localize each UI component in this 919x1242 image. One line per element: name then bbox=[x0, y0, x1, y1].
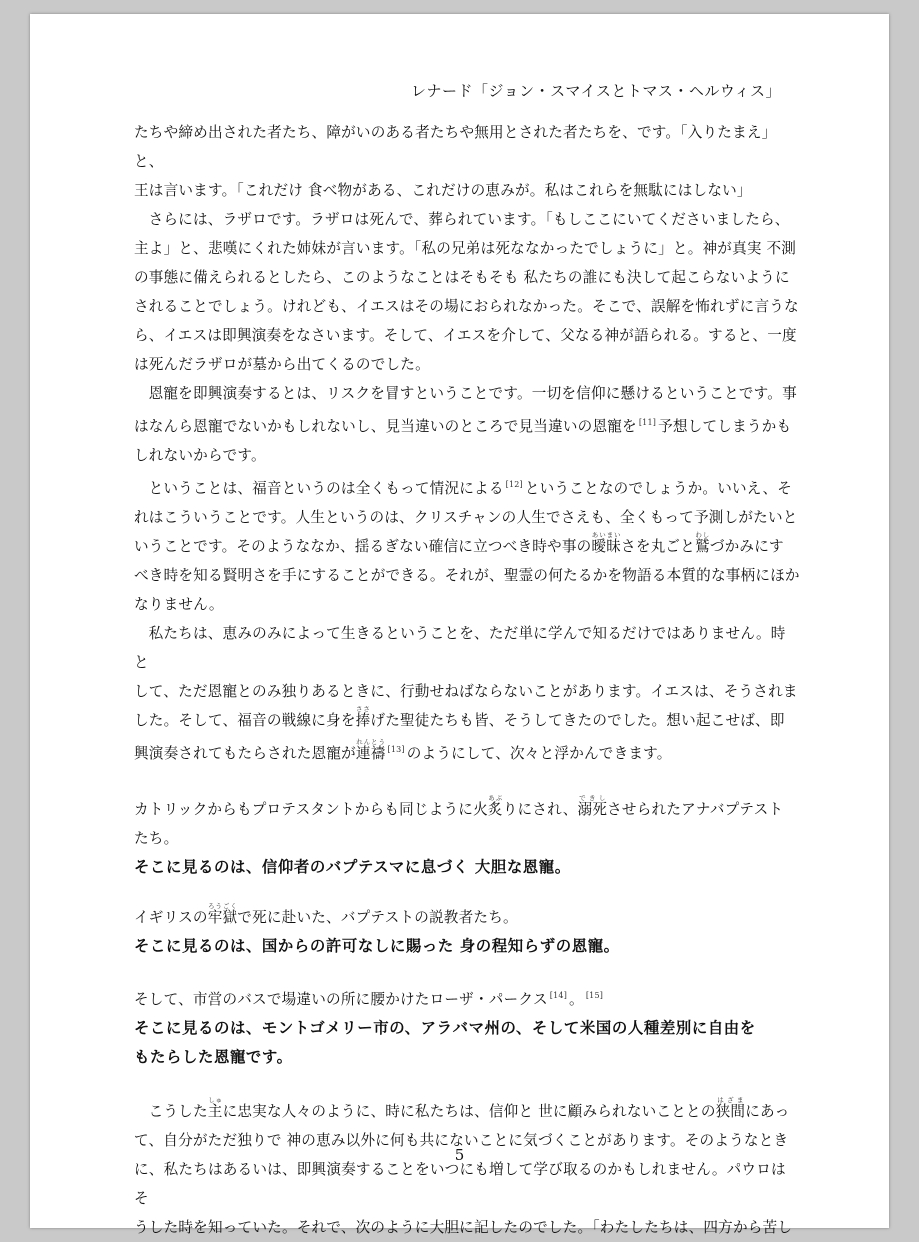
text-line: ということは、福音というのは全くもって情況による bbox=[148, 480, 504, 497]
page-number: 5 bbox=[454, 1146, 465, 1164]
body-text bbox=[134, 118, 800, 1242]
ruby-word: 捧ささ bbox=[355, 705, 371, 729]
text-line: の事態に備えられるとしたら、このようなことはそもそも 私たちの誰にも決して起こらないように bbox=[134, 269, 790, 286]
footnote-ref[interactable]: [11] bbox=[638, 418, 657, 427]
text-line: て、自分がただ独りで 神の恵み以外に何も共にないことに気づくことがあります。そのようなとき bbox=[134, 1132, 789, 1149]
ruby-word: 連禱れんとう bbox=[355, 738, 386, 762]
paragraph bbox=[134, 470, 800, 619]
text-line: 恩寵を即興演奏するとは、リスクを冒すということです。一切を信仰に懸けるということです。事 bbox=[148, 385, 797, 402]
text-line: 私たちは、恵みのみによって生きるということを、ただ単に学んで知るだけではありません。時と bbox=[134, 625, 786, 671]
text-line: なりません。 bbox=[134, 596, 224, 613]
text-line: ら、イエスは即興演奏をなさいます。そして、イエスを介して、父なる神が語られる。すると、一度 bbox=[134, 327, 797, 344]
ruby-word: 炙あぶ bbox=[487, 794, 503, 818]
ruby-word: 鷲わし bbox=[695, 531, 710, 555]
paragraph bbox=[134, 118, 800, 205]
poem-stanza-2: イギリスの牢獄ろうごくで死に赴いた、バプテストの説教者たち。 bbox=[134, 902, 518, 926]
text-line: した。そして、福音の戦線に身を bbox=[134, 712, 356, 729]
document-page bbox=[30, 14, 889, 1236]
text-line: 主よ」と、悲嘆にくれた姉妹が言います。「私の兄弟は死ななかったでしょうに」と。神が真実 不測 bbox=[134, 240, 797, 257]
text-line: げた聖徒たちも皆、そうしてきたのでした。想い起こせば、即 bbox=[370, 712, 785, 729]
text-line: されることでしょう。けれども、イエスはその場におられなかった。そこで、誤解を怖れずに言うな bbox=[134, 298, 799, 315]
text-line: れはこういうことです。人生というのは、クリスチャンの人生でさえも、全くもって予測しがたいと bbox=[134, 509, 798, 526]
footnote-ref[interactable]: [15] bbox=[585, 991, 604, 1000]
footnote-ref[interactable]: [12] bbox=[505, 480, 523, 489]
poem-refrain: そこに見るのは、信仰者のバプテスマに息づく 大胆な恩寵。 bbox=[134, 858, 571, 876]
running-header: レナード「ジョン・スマイスとトマス・ヘルウィス」 bbox=[410, 82, 781, 100]
ruby-word: 狭間はざま bbox=[715, 1096, 746, 1120]
text-line: はなんら恩寵でないかもしれないし、見当違いのところで見当違いの恩寵を bbox=[134, 418, 637, 435]
text-line: いうことです。そのようななか、揺るぎない確信に立つべき時や事の bbox=[134, 538, 592, 555]
text-line: して、ただ恩寵とのみ独りあるときに、行動せねばならないことがあります。イエスは、そうされま bbox=[134, 683, 798, 700]
paragraph bbox=[134, 379, 800, 470]
text-line: のようにして、次々と浮かんできます。 bbox=[406, 745, 672, 762]
poem-stanza-3: そして、市営のバスで場違いの所に腰かけたローザ・パークス [14] 。 [15] bbox=[134, 991, 604, 1008]
paragraph bbox=[134, 619, 800, 768]
text-line: しれないからです。 bbox=[134, 447, 266, 464]
paragraph bbox=[134, 205, 800, 379]
paragraph: こうした主しゅに忠実な人々のように、時に私たちは、信仰と 世に顧みられないこととの狭間はざまにあっ て、自分がただ独りで 神の恵み以外に何も共にないことに気づくことがあります。そのようなとき に、私たちはあるいは、即興演奏することをいつにも増して学び取るのかもしれません。パウロはそ うした時を知っていた。それで、次のように大胆に記したのでした。「わたしたちは、四方から苦し bbox=[134, 1096, 793, 1236]
poem-refrain: そこに見るのは、モントゴメリー市の、アラバマ州の、そして米国の人種差別に自由を もたらした恩寵です。 bbox=[134, 1019, 756, 1066]
text-line: 予想してしまうかも bbox=[658, 418, 792, 435]
text-line: さらには、ラザロです。ラザロは死んで、葬られています。「もしここにいてくださいましたら、 bbox=[148, 211, 790, 228]
poem-stanza-1: カトリックからもプロテスタントからも同じように火炙あぶりにされ、溺死できしさせられたアナバプテスト たち。 bbox=[134, 794, 784, 847]
text-line: ということなのでしょうか。いいえ、そ bbox=[524, 480, 793, 497]
text-line: に、私たちはあるいは、即興演奏することをいつにも増して学び取るのかもしれません。パウロはそ bbox=[134, 1161, 786, 1207]
ruby-word: 溺死できし bbox=[577, 794, 608, 818]
ruby-word: 牢獄ろうごく bbox=[207, 902, 238, 926]
ruby-word: 曖昧あいまい bbox=[591, 531, 622, 555]
poem-refrain: そこに見るのは、国からの許可なしに賜った 身の程知らずの恩寵。 bbox=[134, 937, 620, 955]
footnote-ref[interactable]: [14] bbox=[549, 991, 568, 1000]
text-line: うした時を知っていた。それで、次のように大胆に記したのでした。「わたしたちは、四方から苦し bbox=[134, 1219, 793, 1236]
text-line: たちや締め出された者たち、障がいのある者たちや無用とされた者たちを、です。「入りたまえ」と、 bbox=[134, 124, 777, 170]
text-line: さを丸ごと bbox=[621, 538, 696, 555]
footnote-ref[interactable]: [13] bbox=[387, 745, 405, 754]
text-line: は死んだラザロが墓から出てくるのでした。 bbox=[134, 356, 430, 373]
text-line: 王は言います。「これだけ 食べ物がある、これだけの恵みが。私はこれらを無駄にはしない」 bbox=[134, 182, 752, 199]
text-line: づかみにす bbox=[709, 538, 784, 555]
text-line: べき時を知る賢明さを手にすることができる。それが、聖霊の何たるかを物語る本質的な事柄にほか bbox=[134, 567, 800, 584]
ruby-word: 主しゅ bbox=[207, 1096, 223, 1120]
text-line: 興演奏されてもたらされた恩寵が bbox=[134, 745, 356, 762]
